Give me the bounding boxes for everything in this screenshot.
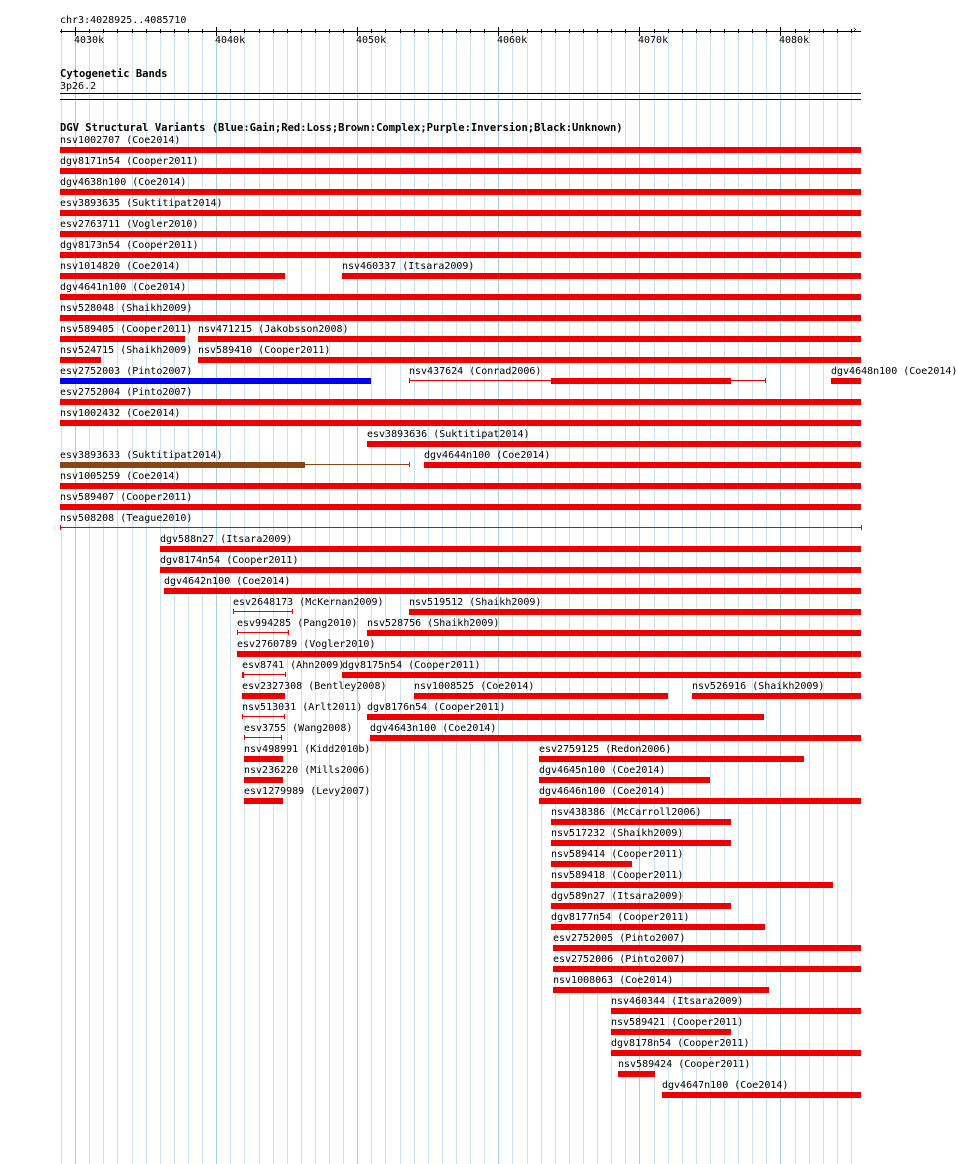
ruler-minor-tick [89,29,90,33]
dgv-feature-label[interactable]: nsv589405 (Cooper2011) [60,324,193,335]
ruler-minor-tick [230,29,231,33]
dgv-feature-bar[interactable] [60,147,861,153]
ruler-minor-tick [146,29,147,33]
dgv-feature-bar[interactable] [60,315,861,321]
dgv-feature-bar[interactable] [60,210,861,216]
ruler-minor-tick [188,29,189,33]
dgv-feature-bar[interactable] [164,588,861,594]
grid-line [597,30,598,1164]
ruler-minor-tick [456,29,457,33]
dgv-feature-label[interactable]: nsv589418 (Cooper2011) [551,870,684,881]
ruler-minor-tick [428,29,429,33]
dgv-feature-label[interactable]: nsv589421 (Cooper2011) [611,1017,744,1028]
grid-line [583,30,584,1164]
dgv-feature-bar[interactable] [60,294,861,300]
grid-line [823,30,824,1164]
dgv-feature-bar[interactable] [60,336,185,342]
dgv-feature-label[interactable]: dgv8175n54 (Cooper2011) [342,660,481,671]
dgv-feature-label[interactable]: esv2759125 (Redon2006) [539,744,672,755]
dgv-feature-endcap [237,630,238,635]
ruler-minor-tick [738,29,739,33]
dgv-feature-label[interactable]: nsv460337 (Itsara2009) [342,261,475,272]
dgv-feature-label[interactable]: esv1279989 (Levy2007) [244,786,371,797]
dgv-feature-endcap [409,378,410,383]
dgv-feature-label[interactable]: nsv1002432 (Coe2014) [60,408,181,419]
ruler-minor-tick [625,29,626,33]
ruler-minor-tick [301,29,302,33]
dgv-feature-bar[interactable] [60,483,861,489]
grid-line [639,30,640,1164]
ruler-minor-tick [851,29,852,33]
dgv-feature-label[interactable]: nsv513031 (Arlt2011) [242,702,363,713]
dgv-feature-endcap [292,609,293,614]
grid-line [780,30,781,1164]
dgv-feature-bar[interactable] [611,1008,861,1014]
dgv-feature-label[interactable]: nsv528756 (Shaikh2009) [367,618,500,629]
dgv-feature-bar[interactable] [160,546,861,552]
grid-line [625,30,626,1164]
ruler-minor-tick [484,29,485,33]
dgv-feature-bar[interactable] [551,840,731,846]
dgv-feature-bar[interactable] [414,693,668,699]
ruler-minor-tick [809,29,810,33]
ruler-arrow-icon: › [852,25,858,35]
dgv-feature-bar[interactable] [60,231,861,237]
dgv-feature-label[interactable]: esv3755 (Wang2008) [244,723,353,734]
dgv-feature-label[interactable]: nsv1014820 (Coe2014) [60,261,181,272]
ruler-minor-tick [117,29,118,33]
dgv-feature-bar[interactable] [242,693,285,699]
dgv-feature-label[interactable]: nsv526916 (Shaikh2009) [692,681,825,692]
grid-line [696,30,697,1164]
dgv-feature-bar[interactable] [367,714,764,720]
grid-line [682,30,683,1164]
location-label: chr3:4028925..4085710 [60,15,187,26]
dgv-feature-bar[interactable] [551,903,731,909]
dgv-feature-bar[interactable] [60,357,101,363]
ruler-minor-tick [343,29,344,33]
dgv-feature-bar[interactable] [553,945,861,951]
dgv-feature-bar[interactable] [237,651,861,657]
dgv-feature-bar[interactable] [551,861,632,867]
ruler-minor-tick [724,29,725,33]
grid-line [795,30,796,1164]
dgv-feature-bar[interactable] [611,1029,731,1035]
dgv-feature-label[interactable]: dgv4645n100 (Coe2014) [539,765,666,776]
dgv-feature-label[interactable]: nsv460344 (Itsara2009) [611,996,744,1007]
grid-line [385,30,386,1164]
dgv-feature-bar[interactable] [244,798,283,804]
ruler-minor-tick [329,29,330,33]
ruler-minor-tick [470,29,471,33]
dgv-feature-label[interactable]: dgv8171n54 (Cooper2011) [60,156,199,167]
ruler-tick-label: 4060k [497,35,528,46]
dgv-feature-line[interactable] [60,527,861,528]
dgv-feature-label[interactable]: esv2760789 (Vogler2010) [237,639,376,650]
grid-line [569,30,570,1164]
dgv-feature-endcap [244,735,245,740]
ruler-minor-tick [823,29,824,33]
dgv-feature-bar[interactable] [539,777,710,783]
grid-line [230,30,231,1164]
dgv-feature-label[interactable]: nsv589407 (Cooper2011) [60,492,193,503]
dgv-feature-line[interactable] [237,632,288,633]
ruler-minor-tick [132,29,133,33]
dgv-feature-endcap [281,735,282,740]
dgv-feature-bar[interactable] [367,441,861,447]
dgv-feature-label[interactable]: dgv4644n100 (Coe2014) [424,450,551,461]
dgv-feature-label[interactable]: dgv4643n100 (Coe2014) [370,723,497,734]
dgv-feature-bar[interactable] [60,399,861,405]
dgv-feature-line[interactable] [242,716,284,717]
dgv-feature-bar[interactable] [831,378,861,384]
ruler-minor-tick [442,29,443,33]
dgv-feature-bar[interactable] [60,273,285,279]
dgv-feature-bar[interactable] [539,756,804,762]
dgv-feature-label[interactable]: nsv471215 (Jakobsson2008) [198,324,349,335]
dgv-feature-bar[interactable] [198,336,861,342]
grid-line [851,30,852,1164]
grid-line [724,30,725,1164]
dgv-feature-bar[interactable] [551,924,765,930]
ruler-minor-tick [202,29,203,33]
ruler-minor-tick [174,29,175,33]
dgv-feature-label[interactable]: nsv589414 (Cooper2011) [551,849,684,860]
dgv-feature-bar[interactable] [60,189,861,195]
dgv-feature-label[interactable]: nsv236220 (Mills2006) [244,765,371,776]
grid-line [710,30,711,1164]
dgv-feature-endcap [765,378,766,383]
ruler-minor-tick [287,29,288,33]
cytoband-bar-top [60,93,861,94]
dgv-feature-endcap [409,462,410,467]
dgv-feature-bar[interactable] [342,273,861,279]
ruler-minor-tick [710,29,711,33]
dgv-feature-label[interactable]: esv2752005 (Pinto2007) [553,933,686,944]
dgv-feature-label[interactable]: dgv4642n100 (Coe2014) [164,576,291,587]
dgv-feature-bar[interactable] [539,798,861,804]
dgv-feature-endcap [233,609,234,614]
dgv-track-title: DGV Structural Variants (Blue:Gain;Red:Loss;Brown:Complex;Purple:Inversion;Black:Unknown) [60,122,623,134]
ruler-minor-tick [315,29,316,33]
grid-line [555,30,556,1164]
ruler-minor-tick [400,29,401,33]
dgv-feature-label[interactable]: nsv437624 (Conrad2006) [409,366,542,377]
dgv-feature-label[interactable]: esv2648173 (McKernan2009) [233,597,384,608]
grid-line [668,30,669,1164]
dgv-feature-label[interactable]: nsv517232 (Shaikh2009) [551,828,684,839]
dgv-feature-label[interactable]: nsv1008063 (Coe2014) [553,975,674,986]
dgv-feature-label[interactable]: dgv4646n100 (Coe2014) [539,786,666,797]
dgv-feature-bar[interactable] [244,777,283,783]
ruler-minor-tick [569,29,570,33]
dgv-feature-bar[interactable] [551,819,731,825]
ruler-minor-tick [259,29,260,33]
dgv-feature-label[interactable]: dgv8174n54 (Cooper2011) [160,555,299,566]
dgv-feature-endcap [288,630,289,635]
ruler-minor-tick [61,29,62,33]
dgv-feature-endcap [242,714,243,719]
ruler-minor-tick [371,29,372,33]
grid-line [752,30,753,1164]
dgv-feature-bar[interactable] [551,378,731,384]
grid-line [738,30,739,1164]
ruler-minor-tick [160,29,161,33]
dgv-feature-bar[interactable] [367,630,861,636]
dgv-feature-endcap [284,714,285,719]
dgv-feature-label[interactable]: dgv4647n100 (Coe2014) [662,1080,789,1091]
ruler-tick-label: 4080k [779,35,810,46]
dgv-feature-label[interactable]: dgv4648n100 (Coe2014) [831,366,957,377]
dgv-feature-label[interactable]: dgv8178n54 (Cooper2011) [611,1038,750,1049]
grid-line [809,30,810,1164]
grid-line [837,30,838,1164]
dgv-feature-bar[interactable] [342,672,861,678]
dgv-feature-bar[interactable] [60,168,861,174]
dgv-feature-line[interactable] [242,674,285,675]
ruler-minor-tick [795,29,796,33]
ruler-minor-tick [555,29,556,33]
ruler-minor-tick [837,29,838,33]
dgv-feature-label[interactable]: esv2327308 (Bentley2008) [242,681,387,692]
ruler-minor-tick [668,29,669,33]
dgv-feature-label[interactable]: dgv8176n54 (Cooper2011) [367,702,506,713]
grid-line [611,30,612,1164]
ruler-minor-tick [273,29,274,33]
ruler-minor-tick [103,29,104,33]
dgv-feature-bar[interactable] [60,420,861,426]
cytoband-label[interactable]: 3p26.2 [60,81,97,92]
ruler-minor-tick [766,29,767,33]
dgv-feature-endcap [60,525,61,530]
dgv-feature-label[interactable]: nsv1002707 (Coe2014) [60,135,181,146]
ruler-minor-tick [541,29,542,33]
grid-line [400,30,401,1164]
ruler-minor-tick [414,29,415,33]
dgv-feature-label[interactable]: esv2763711 (Vogler2010) [60,219,199,230]
ruler-minor-tick [752,29,753,33]
dgv-feature-bar[interactable] [60,252,861,258]
dgv-feature-label[interactable]: nsv528048 (Shaikh2009) [60,303,193,314]
dgv-feature-label[interactable]: nsv519512 (Shaikh2009) [409,597,542,608]
dgv-feature-bar[interactable] [198,357,861,363]
dgv-feature-label[interactable]: esv994285 (Pang2010) [237,618,358,629]
dgv-feature-bar[interactable] [60,462,305,468]
dgv-feature-bar[interactable] [409,609,861,615]
ruler-tick-label: 4030k [74,35,105,46]
dgv-feature-line[interactable] [244,737,281,738]
dgv-feature-label[interactable]: esv2752006 (Pinto2007) [553,954,686,965]
dgv-feature-label[interactable]: esv2752003 (Pinto2007) [60,366,193,377]
ruler-minor-tick [583,29,584,33]
cytoband-track-title: Cytogenetic Bands [60,68,168,80]
dgv-feature-bar[interactable] [618,1071,655,1077]
dgv-feature-bar[interactable] [370,735,861,741]
dgv-feature-label[interactable]: dgv8173n54 (Cooper2011) [60,240,199,251]
ruler-tick-label: 4070k [638,35,669,46]
ruler-minor-tick [597,29,598,33]
dgv-feature-label[interactable]: nsv589410 (Cooper2011) [198,345,331,356]
ruler-minor-tick [696,29,697,33]
grid-line [766,30,767,1164]
dgv-feature-label[interactable]: esv8741 (Ahn2009) [242,660,345,671]
ruler-minor-tick [682,29,683,33]
ruler-minor-tick [654,29,655,33]
ruler-line [60,31,861,32]
dgv-feature-bar[interactable] [662,1092,861,1098]
ruler-tick-label: 4050k [356,35,387,46]
dgv-feature-label[interactable]: esv3893636 (Suktitipat2014) [367,429,530,440]
dgv-feature-label[interactable]: nsv508208 (Teague2010) [60,513,193,524]
dgv-feature-endcap [285,672,286,677]
grid-line [654,30,655,1164]
dgv-feature-bar[interactable] [242,672,244,678]
dgv-feature-label[interactable]: nsv498991 (Kidd2010b) [244,744,371,755]
dgv-feature-label[interactable]: esv3893635 (Suktitipat2014) [60,198,223,209]
cytoband-bar-bottom [60,99,861,100]
ruler-minor-tick [527,29,528,33]
dgv-feature-label[interactable]: dgv588n27 (Itsara2009) [160,534,293,545]
dgv-feature-label[interactable]: dgv8177n54 (Cooper2011) [551,912,690,923]
dgv-feature-label[interactable]: nsv1008525 (Coe2014) [414,681,535,692]
dgv-feature-line[interactable] [233,611,292,612]
dgv-feature-label[interactable]: dgv4638n100 (Coe2014) [60,177,187,188]
ruler-minor-tick [611,29,612,33]
dgv-feature-endcap [861,525,862,530]
dgv-feature-label[interactable]: esv3893633 (Suktitipat2014) [60,450,223,461]
ruler-minor-tick [512,29,513,33]
dgv-feature-label[interactable]: nsv589424 (Cooper2011) [618,1059,751,1070]
dgv-feature-label[interactable]: nsv438386 (McCarroll2006) [551,807,702,818]
dgv-feature-label[interactable]: dgv4641n100 (Coe2014) [60,282,187,293]
dgv-feature-bar[interactable] [553,966,861,972]
dgv-feature-bar[interactable] [60,504,861,510]
dgv-feature-label[interactable]: nsv1005259 (Coe2014) [60,471,181,482]
dgv-feature-bar[interactable] [160,567,861,573]
ruler-minor-tick [385,29,386,33]
dgv-feature-bar[interactable] [424,462,861,468]
dgv-feature-bar[interactable] [60,378,371,384]
dgv-feature-bar[interactable] [244,756,283,762]
ruler-minor-tick [244,29,245,33]
dgv-feature-bar[interactable] [692,693,861,699]
dgv-feature-bar[interactable] [551,882,833,888]
dgv-feature-label[interactable]: esv2752004 (Pinto2007) [60,387,193,398]
ruler-tick-label: 4040k [215,35,246,46]
dgv-feature-label[interactable]: nsv524715 (Shaikh2009) [60,345,193,356]
dgv-feature-label[interactable]: dgv589n27 (Itsara2009) [551,891,684,902]
dgv-feature-bar[interactable] [611,1050,861,1056]
dgv-feature-bar[interactable] [553,987,769,993]
